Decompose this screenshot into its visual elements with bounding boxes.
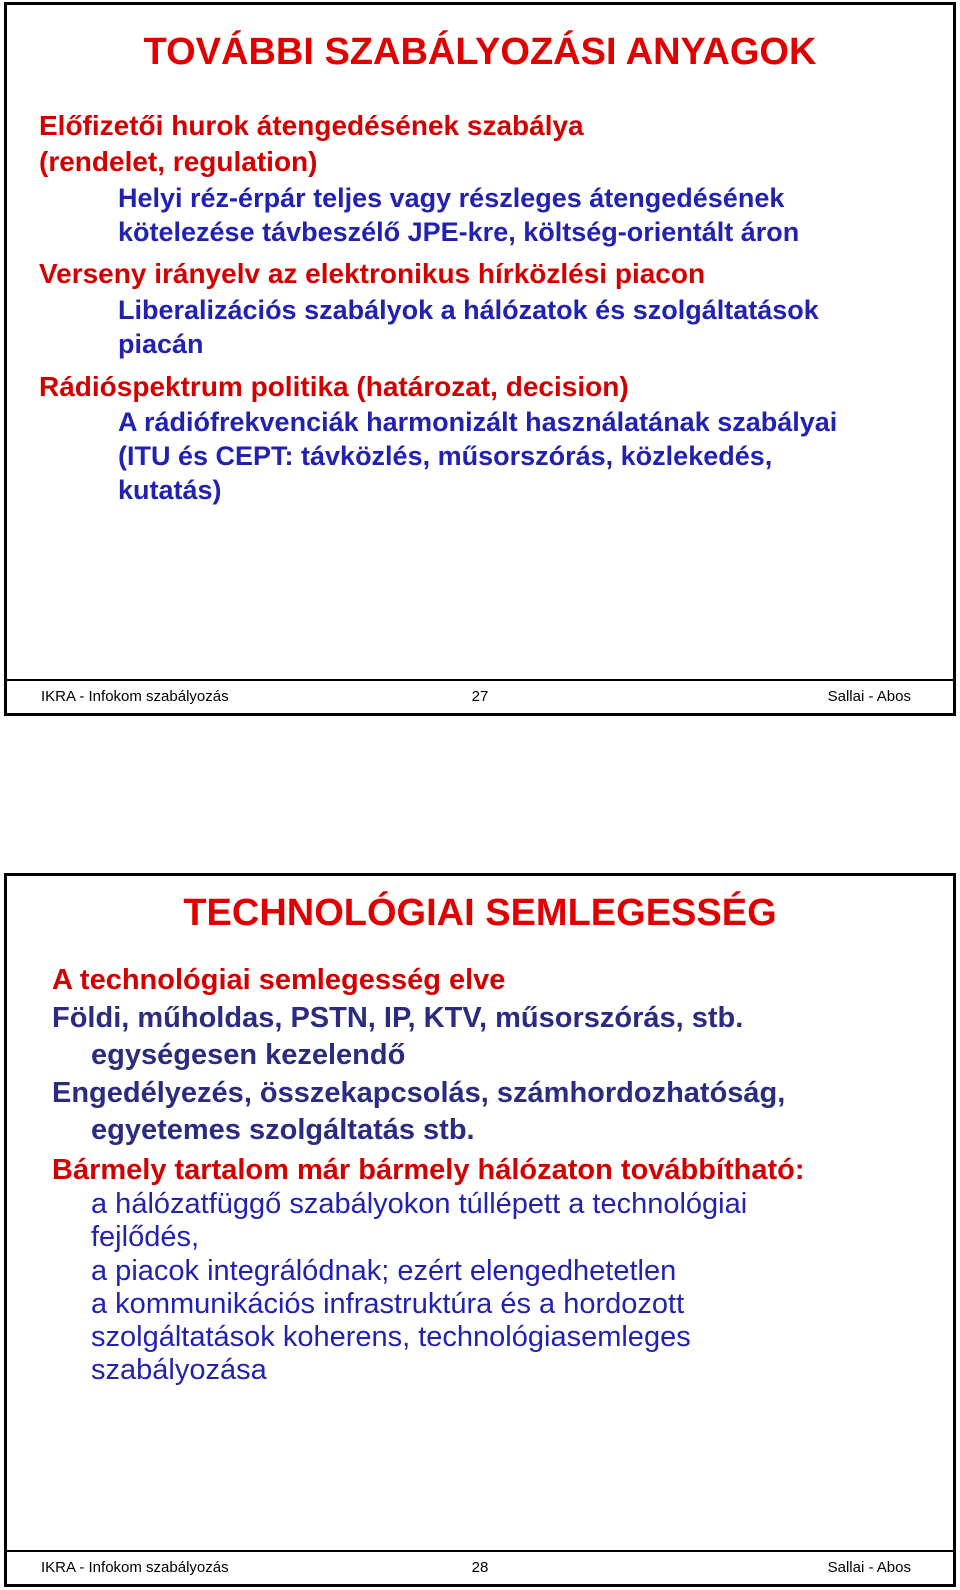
- bullet-heading: Verseny irányelv az elektronikus hírközlési piacon: [39, 258, 706, 289]
- footer-course: IKRA - Infokom szabályozás: [41, 688, 229, 705]
- bullet-heading: Rádióspektrum politika (határozat, decision): [39, 371, 629, 402]
- sub-bullet-continued: szolgáltatások koherens, technológiasemleges: [91, 1321, 691, 1353]
- bullet-continued: egységesen kezelendő: [91, 1039, 406, 1071]
- sub-bullet: a piacok integrálódnak; ezért elengedhetetlen: [91, 1255, 677, 1287]
- sub-bullet-continued: (ITU és CEPT: távközlés, műsorszórás, közlekedés,: [118, 441, 773, 471]
- footer-page-number: 28: [471, 1559, 489, 1576]
- sub-bullet: Liberalizációs szabályok a hálózatok és szolgáltatások: [118, 295, 819, 325]
- sub-bullet: A rádiófrekvenciák harmonizált használatának szabályai: [118, 407, 838, 437]
- bullet-heading: A technológiai semlegesség elve: [52, 964, 506, 996]
- slide-28: [4, 873, 956, 1587]
- slide-footer: [7, 679, 953, 713]
- bullet-continued: egyetemes szolgáltatás stb.: [91, 1114, 475, 1146]
- sub-bullet-continued: szabályozása: [91, 1354, 267, 1386]
- sub-bullet-continued: piacán: [118, 329, 204, 359]
- slide-footer: [7, 1550, 953, 1584]
- sub-bullet-continued: kutatás): [118, 475, 222, 505]
- bullet: Földi, műholdas, PSTN, IP, KTV, műsorszórás, stb.: [52, 1002, 744, 1034]
- bullet-heading: Előfizetői hurok átengedésének szabálya: [39, 110, 584, 141]
- footer-page-number: 27: [471, 688, 489, 705]
- sub-bullet-continued: fejlődés,: [91, 1221, 200, 1253]
- sub-bullet-continued: kötelezése távbeszélő JPE-kre, költség-orientált áron: [118, 217, 800, 247]
- sub-bullet: a hálózatfüggő szabályokon túllépett a technológiai: [91, 1188, 748, 1220]
- bullet-heading: Bármely tartalom már bármely hálózaton továbbítható:: [52, 1154, 805, 1186]
- bullet-heading-continued: (rendelet, regulation): [39, 146, 318, 177]
- sub-bullet: a kommunikációs infrastruktúra és a hordozott: [91, 1288, 685, 1320]
- slide-title: TOVÁBBI SZABÁLYOZÁSI ANYAGOK: [143, 31, 817, 73]
- footer-authors: Sallai - Abos: [827, 688, 911, 705]
- slide-27: [4, 2, 956, 716]
- slide-title: TECHNOLÓGIAI SEMLEGESSÉG: [183, 892, 777, 934]
- sub-bullet: Helyi réz-érpár teljes vagy részleges átengedésének: [118, 183, 785, 213]
- footer-course: IKRA - Infokom szabályozás: [41, 1559, 229, 1576]
- footer-authors: Sallai - Abos: [827, 1559, 911, 1576]
- bullet: Engedélyezés, összekapcsolás, számhordozhatóság,: [52, 1077, 786, 1109]
